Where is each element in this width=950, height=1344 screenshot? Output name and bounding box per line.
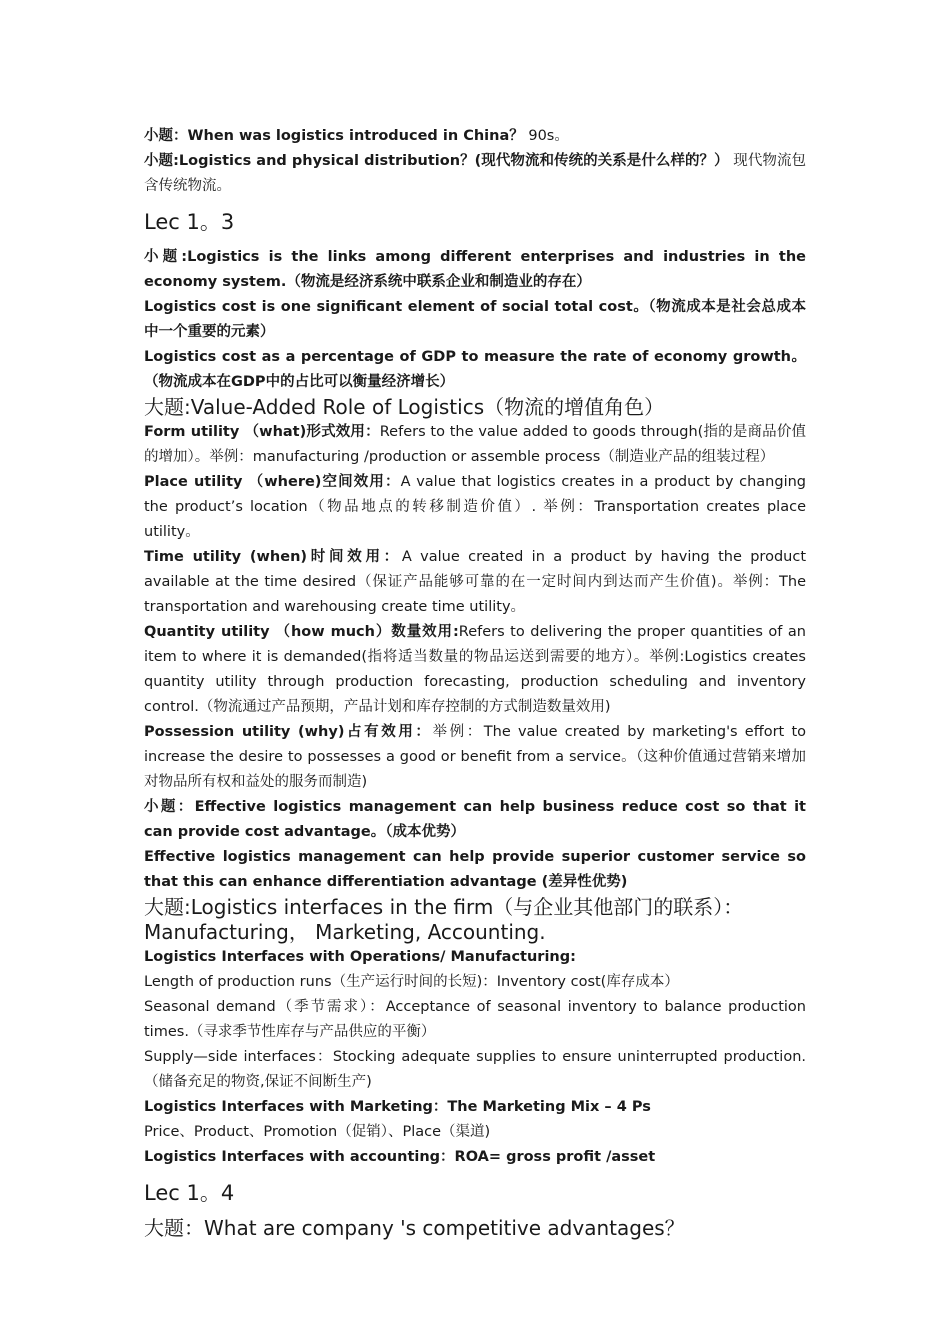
heading-value-added: 大题:Value-Added Role of Logistics（物流的增值角色） <box>144 395 665 419</box>
heading-operations: Logistics Interfaces with Operations/ Manufacturing: <box>144 949 576 965</box>
statement-cost: Logistics cost is one significant element of social total cost。（物流成本是社会总成本中一个重要的元素） <box>144 299 806 340</box>
statement-cost-advantage: 小题：Effective logistics management can help business reduce cost so that it can provide cost advantage。（成本优势） <box>144 799 806 840</box>
heading-accounting: Logistics Interfaces with accounting：ROA= gross profit /asset <box>144 1149 656 1165</box>
heading-marketing: Logistics Interfaces with Marketing：The Marketing Mix – 4 Ps <box>144 1099 651 1115</box>
section-heading-lec-1-4: Lec 1。4 <box>144 1181 235 1205</box>
question-physical-distribution <box>144 149 806 199</box>
time-utility <box>144 545 806 620</box>
marketing-item-1: Price、Product、Promotion（促销）、Place（渠道) <box>144 1124 491 1140</box>
utility-text: A value that logistics creates in a product by changing the product’s location（物品地点的转移制造价值）. 举例：Transportation creates place utility。 <box>144 474 806 540</box>
possession-utility <box>144 720 806 795</box>
place-utility <box>144 470 806 545</box>
heading-interfaces: 大题:Logistics interfaces in the firm（与企业其他部门的联系）：Manufacturing， Marketing, Accounting. <box>144 895 744 944</box>
statement-gdp: Logistics cost as a percentage of GDP to measure the rate of economy growth。（物流成本在GDP中的占比可以衡量经济增长） <box>144 349 806 390</box>
question-label: 小题：When was logistics introduced in China？ <box>144 128 524 144</box>
operations-item-2: Seasonal demand（季节需求）：Acceptance of seasonal inventory to balance production times.（寻求季节性库存与产品供应的平衡） <box>144 999 806 1040</box>
utility-label: Quantity utility （how much）数量效用: <box>144 624 459 640</box>
utility-text: Refers to the value added to goods through(指的是商品价值的增加）。举例：manufacturing /production or assemble process（制造业产品的组装过程） <box>144 424 806 465</box>
question-answer: 现代物流包含传统物流。 <box>144 153 806 194</box>
document-body <box>144 124 806 1241</box>
statement-links: 小题:Logistics is the links among different enterprises and industries in the economy system.（物流是经济系统中联系企业和制造业的存在） <box>144 249 806 290</box>
utility-label: Form utility （what)形式效用： <box>144 424 380 440</box>
question-china-intro <box>144 124 806 149</box>
section-heading-lec-1-3: Lec 1。3 <box>144 210 235 234</box>
statement-differentiation: Effective logistics management can help provide superior customer service so that this can enhance differentiation advantage (差异性优势) <box>144 849 806 890</box>
question-answer: 90s。 <box>523 128 569 144</box>
utility-label: Place utility （where)空间效用： <box>144 474 401 490</box>
utility-label: Time utility (when)时间效用： <box>144 549 402 565</box>
utility-text: A value created in a product by having the product available at the time desired（保证产品能够可靠的在一定时间内到达而产生价值)。举例：The transportation and warehousing create time utility。 <box>144 549 807 615</box>
utility-text: 举例：The value created by marketing's effort to increase the desire to possesses a good or benefit from a service。（这种价值通过营销来增加对物品所有权和益处的服务而制造) <box>144 724 806 790</box>
operations-item-1: Length of production runs（生产运行时间的长短)：Inventory cost(库存成本） <box>144 974 679 990</box>
heading-competitive-advantages: 大题：What are company 's competitive advantages？ <box>144 1216 685 1240</box>
quantity-utility <box>144 620 806 720</box>
form-utility <box>144 420 806 470</box>
utility-label: Possession utility (why)占有效用： <box>144 724 433 740</box>
question-label: 小题:Logistics and physical distribution？(现代物流和传统的关系是什么样的？） <box>144 153 729 169</box>
utility-text: Refers to delivering the proper quantities of an item to where it is demanded(指将适当数量的物品运送到需要的地方）。举例:Logistics creates quantity utility through production forecasting, production scheduling and inventory control.（物流通过产品预期，产品计划和库存控制的方式制造数量效用) <box>144 624 806 715</box>
operations-item-3: Supply—side interfaces：Stocking adequate supplies to ensure uninterrupted production.（储备充足的物资,保证不间断生产) <box>144 1049 806 1090</box>
